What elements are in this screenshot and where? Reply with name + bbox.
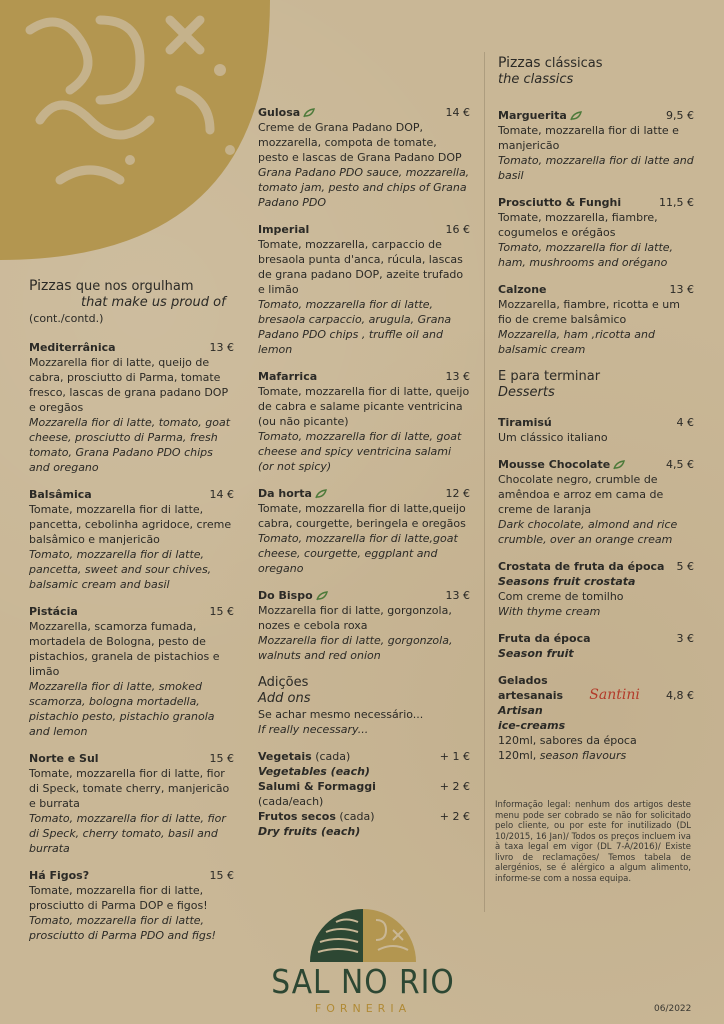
column-pizzas-proud (29, 278, 234, 955)
menu-item-name-wrap (498, 415, 552, 430)
classics-title-rest: clássicas (540, 56, 603, 71)
menu-item-name: Marguerita (498, 109, 567, 122)
addon-name: Salumi & Formaggi (258, 780, 376, 793)
menu-item-name-wrap (29, 751, 99, 766)
addon-note: (cada/each) (258, 795, 324, 808)
menu-item-description-en: Tomato, mozzarella fior di latte, goat cheese and spicy ventricina salami (or not spicy) (258, 430, 462, 473)
addons-list (258, 749, 470, 839)
menu-item-head (258, 105, 470, 120)
menu-item-head (29, 487, 234, 502)
gelados-name2: artesanais (498, 689, 564, 702)
menu-item-price: 15 € (209, 869, 234, 882)
menu-item-name-wrap (29, 868, 89, 883)
menu-item-head (498, 108, 694, 123)
menu-item-price: 15 € (209, 752, 234, 765)
menu-item-head (498, 415, 694, 430)
classics-title-main: Pizzas (498, 55, 541, 71)
decorative-corner-graphic (0, 0, 280, 260)
section-title-main: Pizzas (29, 278, 72, 294)
gelados-head (498, 688, 694, 703)
gelados-line2-a: 120ml, (498, 749, 540, 762)
menu-item-price: 15 € (209, 605, 234, 618)
menu-item-description-en: Mozzarella, ham ,ricotta and balsamic cream (498, 328, 655, 356)
addon-name-wrap (258, 809, 375, 824)
menu-item-description: Tomate, mozzarella, fiambre, cogumelos e orégãos (498, 211, 658, 239)
addon-row (258, 779, 470, 794)
col1-items (29, 340, 234, 943)
desserts-subtitle: Desserts (498, 385, 555, 400)
addon-name: Frutos secos (258, 810, 336, 823)
menu-item-price: 5 € (676, 560, 694, 573)
menu-item-price: 9,5 € (666, 109, 694, 122)
menu-item-head (29, 340, 234, 355)
menu-item-description: Tomate, mozzarella fior di latte e manjericão (498, 124, 679, 152)
menu-item-price: 4,5 € (666, 458, 694, 471)
menu-item-price: 13 € (445, 589, 470, 602)
menu-item-name-wrap (258, 105, 315, 120)
col3-items (498, 108, 694, 357)
classics-title (498, 55, 694, 72)
menu-item-name: Calzone (498, 283, 547, 296)
menu-date: 06/2022 (654, 1004, 692, 1014)
addons-note: Se achar mesmo necessário... (258, 708, 424, 721)
menu-item-name: Crostata de fruta da época (498, 560, 665, 573)
menu-item-price: 12 € (445, 487, 470, 500)
menu-item-description: Tomate, mozzarella fior di latte,queijo cabra, courgette, beringela e oregãos (258, 502, 466, 530)
addon-extra: (cada) (335, 810, 375, 823)
menu-item-description: Mozzarella fior di latte, gorgonzola, nozes e cebola roxa (258, 604, 452, 632)
menu-item-name-wrap (498, 108, 582, 123)
menu-item-name-wrap (258, 369, 317, 384)
menu-item-head (258, 222, 470, 237)
vegetarian-leaf-icon (613, 460, 625, 470)
menu-item-name-wrap (258, 222, 309, 237)
menu-item-price: 14 € (209, 488, 234, 501)
addon-en: Vegetables (each) (258, 765, 370, 778)
gelados-item (498, 673, 694, 763)
menu-item-head (29, 868, 234, 883)
menu-item-description: Um clássico italiano (498, 431, 608, 444)
menu-item-name-wrap (498, 282, 547, 297)
addon-name-wrap (258, 749, 350, 764)
menu-item-description-en: Tomato, mozzarella fior di latte, pancetta, sweet and sour chives, balsamic cream and basil (29, 548, 212, 591)
menu-item (498, 195, 694, 270)
menu-item-description-en: Mozzarella fior di latte, gorgonzola, walnuts and red onion (258, 634, 453, 662)
classics-subtitle: the classics (498, 72, 574, 87)
menu-item-head (498, 282, 694, 297)
dessert-items (498, 415, 694, 661)
column-divider (484, 52, 485, 912)
addon-extra: (cada) (311, 750, 351, 763)
menu-item-head (258, 486, 470, 501)
menu-item (29, 868, 234, 943)
menu-item (258, 105, 470, 210)
menu-item-price: 11,5 € (659, 196, 694, 209)
menu-item-name-wrap (498, 457, 625, 472)
menu-item-description: Tomate, mozzarella fior di latte, prosciutto di Parma DOP e figos! (29, 884, 208, 912)
menu-item-description-en: Tomato, mozzarella fior di latte and basil (498, 154, 694, 182)
section-subtitle: that make us proud of (81, 295, 226, 310)
column-classics-desserts (498, 55, 694, 775)
menu-item-price: 4 € (676, 416, 694, 429)
col2-items (258, 105, 470, 663)
menu-item-description-en: Tomato, mozzarella fior di latte, bresaola carpaccio, arugula, Grana Padano PDO chips , truffle oil and lemon (258, 298, 452, 356)
addon-name: Vegetais (258, 750, 312, 763)
vegetarian-leaf-icon (316, 591, 328, 601)
menu-item (498, 457, 694, 547)
menu-item-head (498, 457, 694, 472)
menu-item (29, 604, 234, 739)
menu-item-name-wrap (258, 486, 327, 501)
santini-logo: Santini (589, 687, 640, 703)
menu-item-description-en: Tomato, mozzarella fior di latte, prosciutto di Parma PDO and figs! (29, 914, 216, 942)
vegetarian-leaf-icon (570, 111, 582, 121)
menu-item-name: Há Figos? (29, 869, 90, 882)
menu-item-head (258, 588, 470, 603)
menu-item (258, 222, 470, 357)
contd-label: (cont./contd.) (29, 312, 104, 325)
legal-notice: Informação legal: nenhum dos artigos deste menu pode ser cobrado se não for solicitado pelo cliente, ou por este for inutilizado (DL 10/2015, 16 Jan)/ Todos os preços incluem iva à taxa legal em vigor (DL 7-A/2016)/ Existe livro de reclamações/ Temos tabela de alergénios, se é alérgico a algum alimento, informe-se com a nossa equipa. (495, 800, 691, 884)
menu-item-description: Chocolate negro, crumble de amêndoa e arroz em cama de creme de laranja (498, 473, 664, 516)
gelados-line2 (498, 748, 694, 763)
gelados-price: 4,8 € (665, 689, 694, 702)
menu-item (498, 631, 694, 661)
section-title (29, 278, 234, 295)
menu-item-name: Balsâmica (29, 488, 92, 501)
addons-note-en: If really necessary... (258, 723, 369, 736)
addon-price: + 2 € (439, 810, 470, 823)
menu-item-description: Mozzarella, fiambre, ricotta e um fio de creme balsâmico (498, 298, 680, 326)
gelados-line1: 120ml, sabores da época (498, 734, 637, 747)
menu-item-head (29, 751, 234, 766)
menu-item-name: Fruta da época (498, 632, 591, 645)
desserts-title: E para terminar (498, 369, 601, 384)
menu-item (258, 369, 470, 474)
menu-item (29, 487, 234, 592)
menu-item-description-en: Mozzarella fior di latte, smoked scamorza, bologna mortadella, pistachio pesto, pistachio granola and lemon (29, 680, 215, 738)
gelados-en1: Artisan (498, 704, 543, 717)
addon-price: + 2 € (439, 780, 470, 793)
addon-row (258, 809, 470, 824)
menu-item-description: Mozzarella fior di latte, queijo de cabra, prosciutto di Parma, tomate fresco, lascas de grana padano DOP e oregãos (29, 356, 229, 414)
menu-item-name-wrap (29, 487, 92, 502)
menu-item-description: Tomate, mozzarella fior di latte, pancetta, cebolinha agridoce, creme balsâmico e manjericão (29, 503, 232, 546)
addon-en: Dry fruits (each) (258, 825, 361, 838)
menu-item-name: Do Bispo (258, 589, 313, 602)
menu-item-name: Imperial (258, 223, 310, 236)
menu-item-description: Creme de Grana Padano DOP, mozzarella, compota de tomate, pesto e lascas de Grana Padano DOP (258, 121, 462, 164)
menu-item (498, 559, 694, 619)
menu-item-name-wrap (258, 588, 328, 603)
menu-item (498, 108, 694, 183)
menu-item-head (29, 604, 234, 619)
menu-item-head (258, 369, 470, 384)
menu-item-head (498, 559, 694, 574)
menu-item-price: 3 € (676, 632, 694, 645)
menu-item-price: 13 € (445, 370, 470, 383)
menu-item-name: Norte e Sul (29, 752, 99, 765)
gelados-name1: Gelados (498, 674, 548, 687)
menu-item-name-wrap (498, 631, 591, 646)
menu-item (258, 588, 470, 663)
menu-item-price: 13 € (209, 341, 234, 354)
menu-item-description: Tomate, mozzarella, carpaccio de bresaola punta d'anca, rúcula, lascas de grana padano DOP, azeite trufado e limão (258, 238, 464, 296)
menu-item-name: Mediterrânica (29, 341, 116, 354)
menu-item-name: Prosciutto & Funghi (498, 196, 622, 209)
menu-item-description-en: Grana Padano PDO sauce, mozzarella, tomato jam, pesto and chips of Grana Padano PDO (258, 166, 470, 209)
menu-item-price: 14 € (445, 106, 470, 119)
menu-item-name-wrap (29, 340, 116, 355)
gelados-en2: ice-creams (498, 719, 566, 732)
menu-item-description-en: Tomato, mozzarella fior di latte, fior di Speck, cherry tomato, basil and burrata (29, 812, 226, 855)
menu-item-price: 13 € (669, 283, 694, 296)
menu-item-name: Mousse Chocolate (498, 458, 611, 471)
menu-item (29, 340, 234, 475)
menu-item-name: Mafarrica (258, 370, 318, 383)
addon-name-wrap (258, 779, 376, 794)
menu-item-en-title: Seasons fruit crostata (498, 575, 636, 588)
menu-item (258, 486, 470, 576)
addons-title: Adições (258, 675, 309, 690)
menu-item-description: Com creme de tomilho (498, 590, 624, 603)
menu-item (29, 751, 234, 856)
menu-item-name: Gulosa (258, 106, 301, 119)
brand-tagline: FORNERIA (314, 1002, 412, 1015)
menu-item (498, 415, 694, 445)
column-pizzas-continued (258, 105, 470, 839)
menu-item-description: Tomate, mozzarella fior di latte, fior di Speck, tomate cherry, manjericão e burrata (29, 767, 230, 810)
menu-item-description-en: Tomato, mozzarella fior di latte, ham, mushrooms and orégano (498, 241, 674, 269)
menu-item-description: Mozzarella, scamorza fumada, mortadela de Bologna, pesto de pistachios, granela de pistachios e limão (29, 620, 220, 678)
menu-item-name-wrap (498, 559, 664, 574)
menu-item-name: Da horta (258, 487, 312, 500)
addon-price: + 1 € (439, 750, 470, 763)
menu-item-name: Tiramisú (498, 416, 552, 429)
menu-item-name: Pistácia (29, 605, 78, 618)
menu-item-name-wrap (29, 604, 78, 619)
menu-item-head (498, 631, 694, 646)
menu-item (498, 282, 694, 357)
addon-row (258, 749, 470, 764)
section-title-rest: que nos orgulham (71, 279, 194, 294)
menu-item-en-title: Season fruit (498, 647, 574, 660)
brand-name: SAL NO RIO (271, 962, 455, 1001)
menu-item-description-en: Mozzarella fior di latte, tomato, goat cheese, prosciutto di Parma, fresh tomato, Grana Padano PDO chips and oregano (29, 416, 231, 474)
menu-item-description: Tomate, mozzarella fior di latte, queijo de cabra e salame picante ventricina (ou não picante) (258, 385, 470, 428)
menu-item-head (498, 195, 694, 210)
menu-item-description-en: Tomato, mozzarella fior di latte,goat cheese, courgette, eggplant and oregano (258, 532, 458, 575)
gelados-line2-b: season flavours (539, 749, 627, 762)
menu-item-description-en: With thyme cream (498, 605, 601, 618)
menu-item-name-wrap (498, 195, 621, 210)
menu-item-price: 16 € (445, 223, 470, 236)
addons-subtitle: Add ons (258, 691, 311, 706)
vegetarian-leaf-icon (303, 108, 315, 118)
menu-item-description-en: Dark chocolate, almond and rice crumble, over an orange cream (498, 518, 678, 546)
vegetarian-leaf-icon (315, 489, 327, 499)
